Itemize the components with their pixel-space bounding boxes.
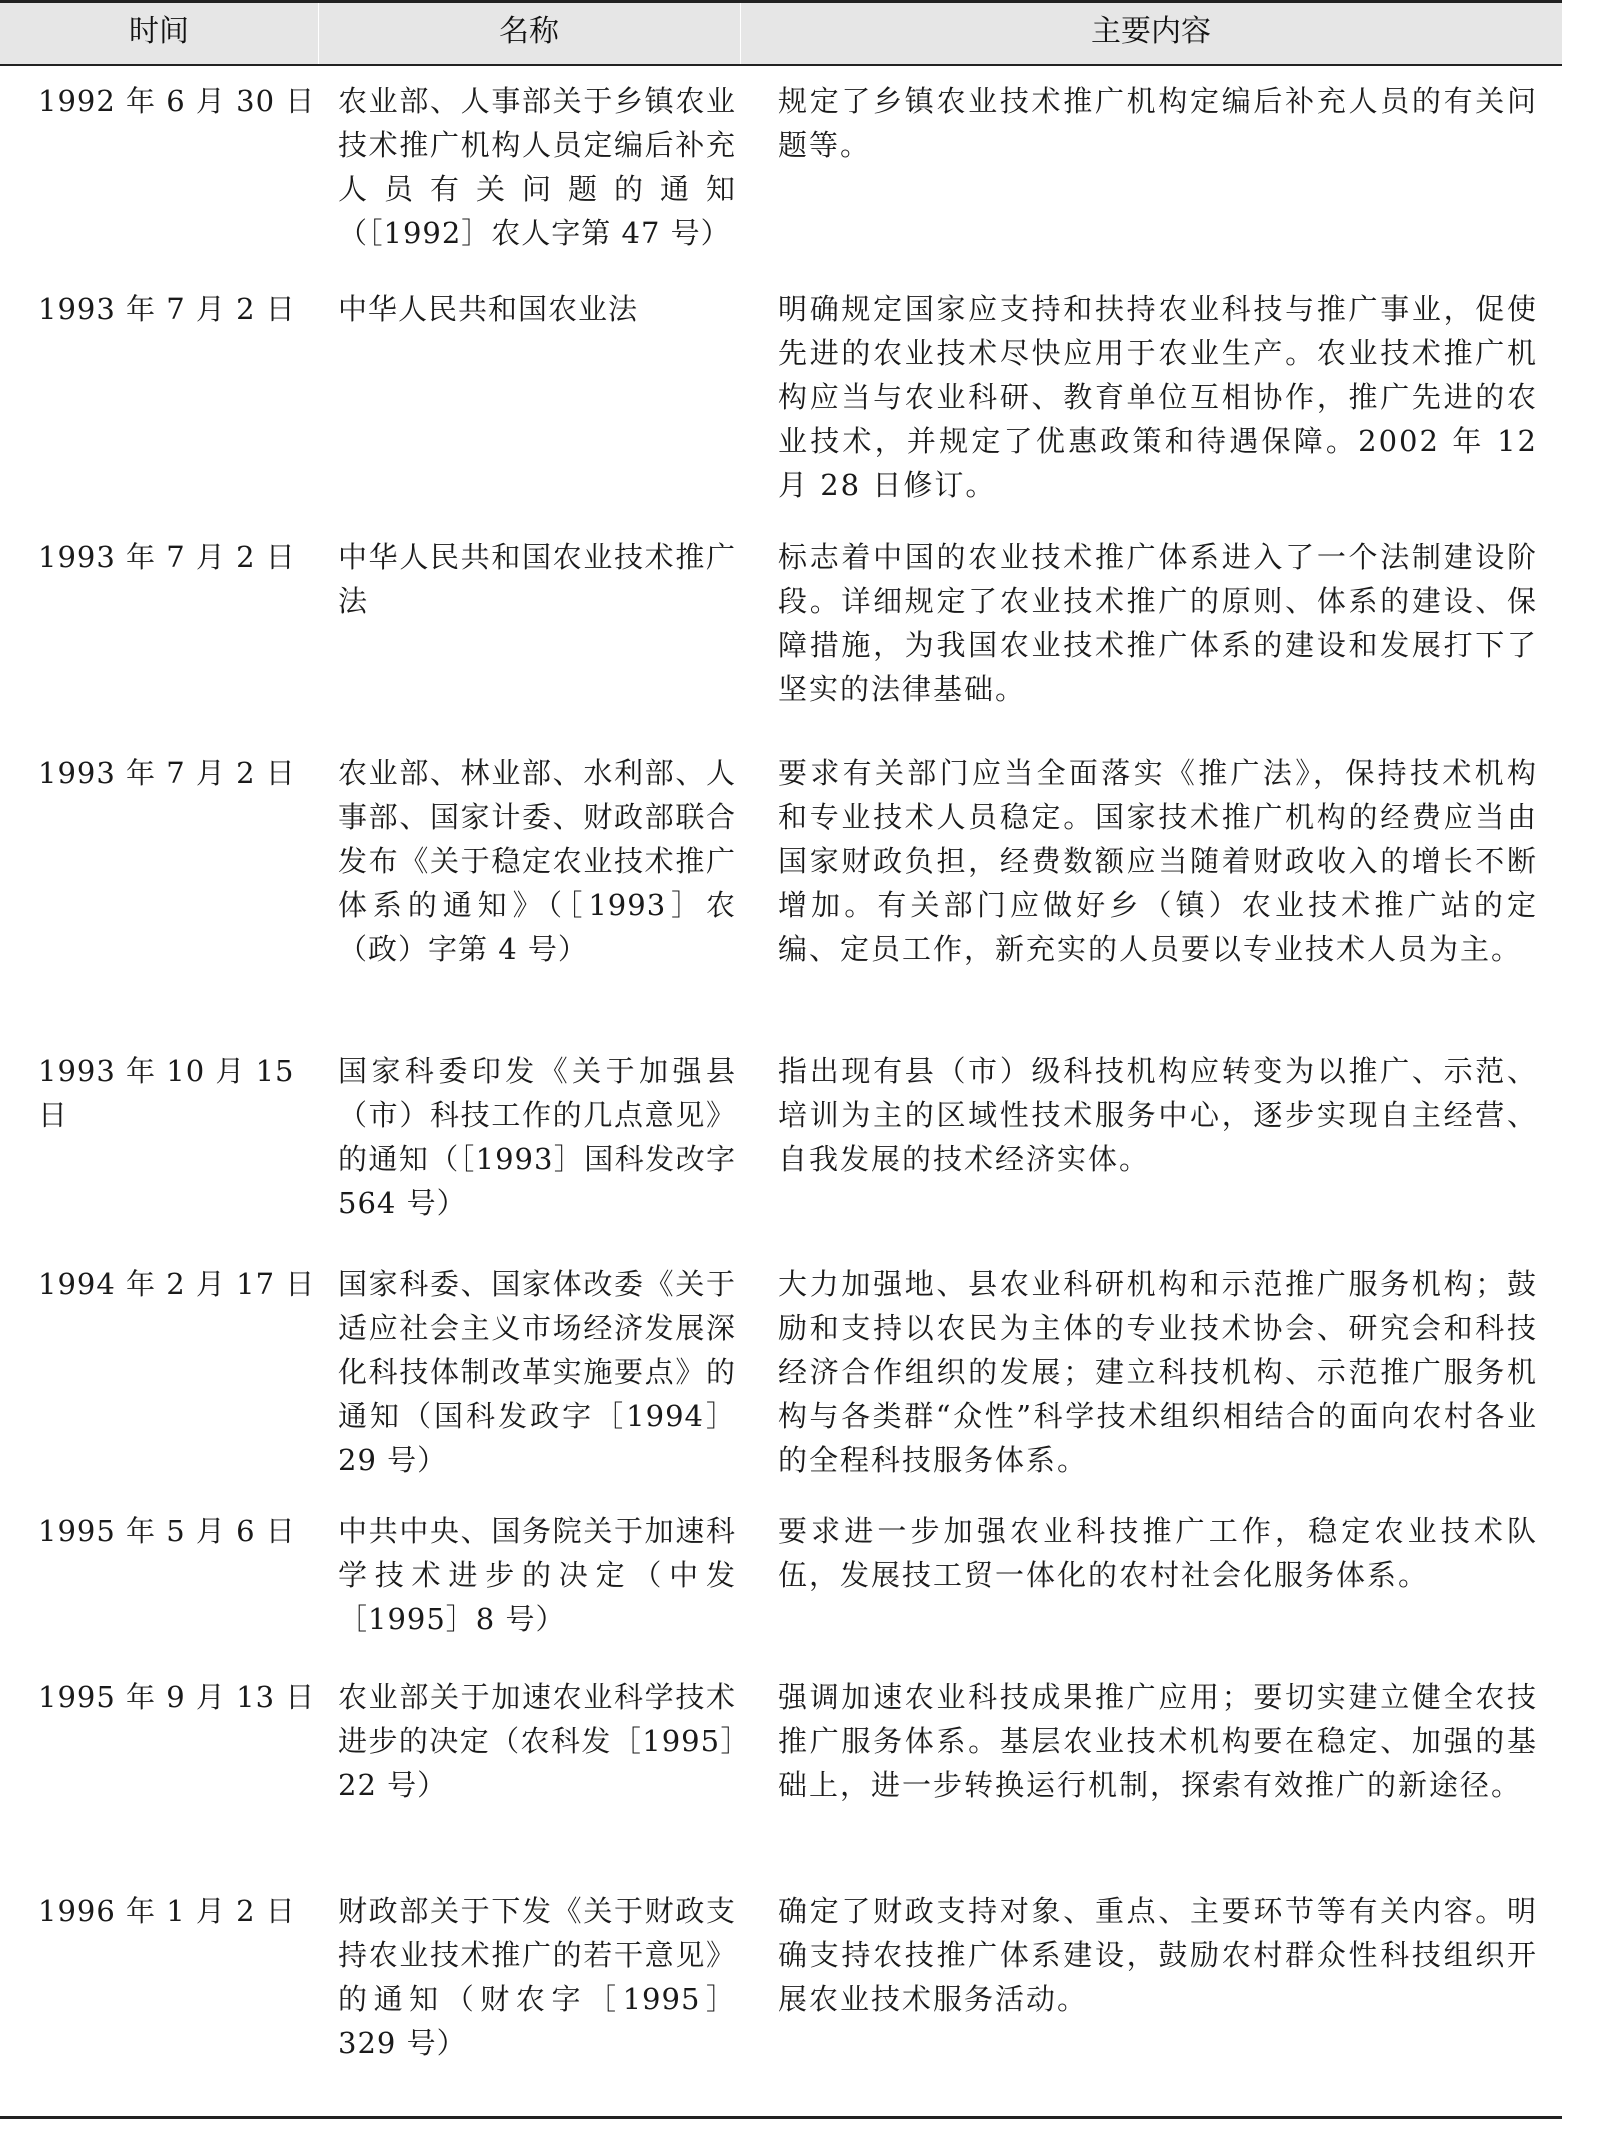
row-content: 确定了财政支持对象、重点、主要环节等有关内容。明确支持农技推广体系建设，鼓励农村群众性科技组织开展农业技术服务活动。: [778, 1894, 1538, 2016]
row-time: 1993 年 7 月 2 日: [38, 756, 296, 790]
row-name: 财政部关于下发《关于财政支持农业技术推广的若干意见》的通知（财农字［1995］329 号）: [338, 1894, 736, 2060]
row-name: 国家科委印发《关于加强县（市）科技工作的几点意见》的通知（［1993］国科发改字 564 号）: [338, 1054, 736, 1220]
table-bottom-rule: [0, 2116, 1562, 2119]
row-name: 中共中央、国务院关于加速科学技术进步的决定（中发［1995］8 号）: [338, 1514, 736, 1636]
header-divider: [740, 0, 741, 64]
row-content: 强调加速农业科技成果推广应用；要切实建立健全农技推广服务体系。基层农业技术机构要在稳定、加强的基础上，进一步转换运行机制，探索有效推广的新途径。: [778, 1680, 1538, 1802]
row-time: 1992 年 6 月 30 日: [38, 84, 316, 118]
row-name: 国家科委、国家体改委《关于适应社会主义市场经济发展深化科技体制改革实施要点》的通知（国科发政字［1994］29 号）: [338, 1267, 736, 1477]
row-name: 农业部关于加速农业科学技术进步的决定（农科发［1995］22 号）: [338, 1680, 736, 1802]
row-content: 要求有关部门应当全面落实《推广法》，保持技术机构和专业技术人员稳定。国家技术推广机构的经费应当由国家财政负担，经费数额应当随着财政收入的增长不断增加。有关部门应做好乡（镇）农业技术推广站的定编、定员工作，新充实的人员要以专业技术人员为主。: [778, 756, 1538, 966]
row-name: 农业部、人事部关于乡镇农业技术推广机构人员定编后补充人员有关问题的通知（［1992］农人字第 47 号）: [338, 84, 736, 250]
header-time: 时间: [129, 14, 189, 49]
row-name: 中华人民共和国农业法: [338, 292, 639, 326]
table-header: [0, 0, 1562, 64]
row-time: 1996 年 1 月 2 日: [38, 1894, 296, 1928]
header-divider: [318, 0, 319, 64]
row-name: 中华人民共和国农业技术推广法: [338, 540, 736, 618]
row-time: 1993 年 7 月 2 日: [38, 540, 296, 574]
header-content: 主要内容: [1091, 14, 1211, 49]
row-time: 1993 年 10 月 15 日: [38, 1054, 295, 1132]
row-content: 明确规定国家应支持和扶持农业科技与推广事业，促使先进的农业技术尽快应用于农业生产。农业技术推广机构应当与农业科研、教育单位互相协作，推广先进的农业技术，并规定了优惠政策和待遇保障。2002 年 12 月 28 日修订。: [778, 292, 1538, 502]
row-content: 指出现有县（市）级科技机构应转变为以推广、示范、培训为主的区域性技术服务中心，逐步实现自主经营、自我发展的技术经济实体。: [778, 1054, 1538, 1176]
row-content: 要求进一步加强农业科技推广工作，稳定农业技术队伍，发展技工贸一体化的农村社会化服务体系。: [778, 1514, 1538, 1592]
row-time: 1993 年 7 月 2 日: [38, 292, 296, 326]
row-content: 标志着中国的农业技术推广体系进入了一个法制建设阶段。详细规定了农业技术推广的原则、体系的建设、保障措施，为我国农业技术推广体系的建设和发展打下了坚实的法律基础。: [778, 540, 1538, 706]
row-content: 大力加强地、县农业科研机构和示范推广服务机构；鼓励和支持以农民为主体的专业技术协会、研究会和科技经济合作组织的发展；建立科技机构、示范推广服务机构与各类群“众性”科学技术组织相结合的面向农村各业的全程科技服务体系。: [778, 1267, 1538, 1477]
row-time: 1994 年 2 月 17 日: [38, 1267, 316, 1301]
row-content: 规定了乡镇农业技术推广机构定编后补充人员的有关问题等。: [778, 84, 1538, 162]
row-name: 农业部、林业部、水利部、人事部、国家计委、财政部联合发布《关于稳定农业技术推广体系的通知》（［1993］农（政）字第 4 号）: [338, 756, 736, 966]
row-time: 1995 年 5 月 6 日: [38, 1514, 296, 1548]
row-time: 1995 年 9 月 13 日: [38, 1680, 316, 1714]
table-header-rule: [0, 64, 1562, 66]
header-name: 名称: [499, 14, 559, 49]
table-top-rule: [0, 0, 1562, 3]
